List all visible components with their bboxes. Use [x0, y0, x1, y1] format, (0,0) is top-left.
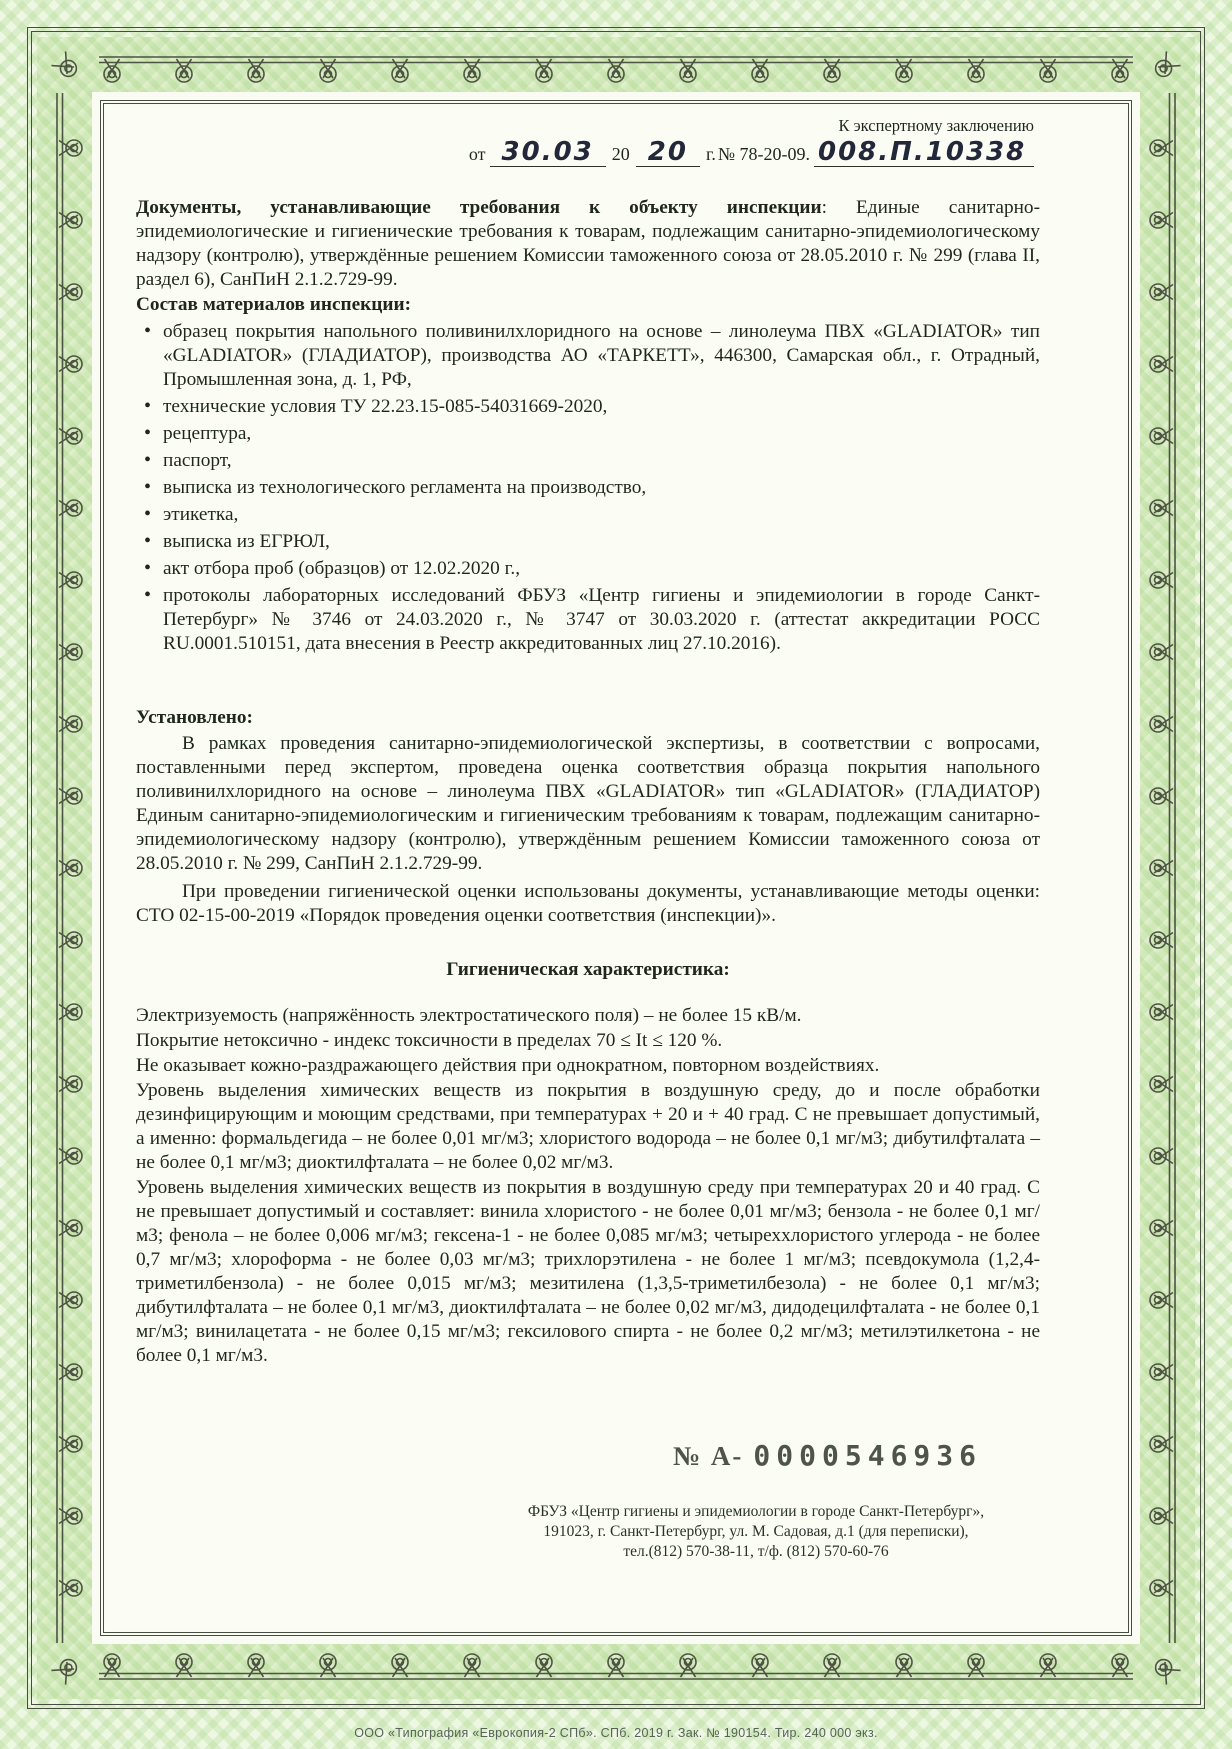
materials-list [136, 320, 1040, 656]
corner-knot-ornament [43, 1645, 91, 1693]
list-item: • этикетка, [136, 503, 1040, 527]
org-line: 191023, г. Санкт-Петербург, ул. М. Садовая, д.1 (для переписки), [543, 1523, 969, 1540]
list-item: • рецептура, [136, 422, 1040, 446]
established-paragraph-2: При проведении гигиенической оценки использованы документы, устанавливающие методы оценки: СТО 02-15-00-2019 «Порядок проведения оценки соответствия (инспекции)». [136, 881, 1040, 926]
year-prefix: 20 [611, 144, 630, 164]
list-item: • акт отбора проб (образцов) от 12.02.2020 г., [136, 557, 1040, 581]
established-heading: Установлено: [136, 707, 253, 728]
corner-knot-ornament [1141, 1645, 1189, 1693]
hygiene-section [136, 1004, 1040, 1368]
doc-number-blank [814, 137, 1034, 167]
requirements-paragraph [136, 196, 1040, 292]
corner-knot-ornament [43, 43, 91, 91]
serial-prefix: № А- [673, 1441, 744, 1471]
year-blank [636, 137, 700, 167]
hygiene-paragraph: Уровень выделения химических веществ из покрытия в воздушную среду, до и после обработки дезинфицирующим и моющим средствами, при температурах + 20 и + 40 град. С не превышает допустимый, а именно: формальдегида – не более 0,01 мг/м3; хлористого водорода – не более 0,1 мг/м3; дибутилфталата – не более 0,1 мг/м3; диоктилфталата – не более 0,02 мг/м3. [136, 1080, 1040, 1173]
serial-digits: 0000546936 [753, 1439, 982, 1472]
doc-number-label: № 78-20-09. [717, 144, 810, 164]
list-item: • протоколы лабораторных исследований ФБУЗ «Центр гигиены и эпидемиологии в городе Санкт-Петербург» № 3746 от 24.03.2020 г., № 3747 от 30.03.2020 г. (аттестат аккредитации РОСС RU.0001.510151, дата внесения в Реестр аккредитованных лиц 27.10.2016). [136, 584, 1040, 656]
requirements-text: : Единые санитарно-эпидемиологические и гигиенические требования к товарам, подлежащим санитарно-эпидемиологическому надзору (контролю), утверждённые решением Комиссии таможенного союза от 28.05.2010 г. № 299 (глава II, раздел 6), СанПиН 2.1.2.729-99. [136, 197, 1040, 290]
corner-knot-ornament [1141, 43, 1189, 91]
issuing-organization-block [486, 1502, 1026, 1562]
list-item: • выписка из ЕГРЮЛ, [136, 530, 1040, 554]
doc-number-handwritten: 008.П.10338 [818, 137, 1027, 167]
hygiene-heading: Гигиеническая характеристика: [446, 959, 730, 980]
date-blank [490, 137, 606, 167]
hygiene-paragraph: Электризуемость (напряжённость электростатического поля) – не более 15 кВ/м. [136, 1005, 802, 1026]
serial-number [136, 1439, 1040, 1472]
header-note: К экспертному заключению [838, 116, 1034, 135]
year-handwritten: 20 [647, 137, 688, 167]
hygiene-paragraph: Не оказывает кожно-раздражающего действия при однократном, повторном воздействиях. [136, 1055, 880, 1076]
list-item: • образец покрытия напольного поливинилхлоридного на основе – линолеума ПВХ «GLADIATOR» тип «GLADIATOR» (ГЛАДИАТОР), производства АО «ТАРКЕТТ», 446300, Самарская обл., г. Отрадный, Промышленная зона, д. 1, РФ, [136, 320, 1040, 392]
materials-heading: Состав материалов инспекции: [136, 294, 412, 315]
list-item: • технические условия ТУ 22.23.15-085-54031669-2020, [136, 395, 1040, 419]
document-body [108, 108, 1124, 1628]
date-handwritten: 30.03 [501, 137, 594, 167]
org-line: ФБУЗ «Центр гигиены и эпидемиологии в городе Санкт-Петербург», [527, 1503, 985, 1520]
hygiene-paragraph: Покрытие нетоксично - индекс токсичности в пределах 70 ≤ It ≤ 120 %. [136, 1030, 723, 1051]
list-item: • выписка из технологического регламента на производство, [136, 476, 1040, 500]
list-item: • паспорт, [136, 449, 1040, 473]
established-paragraph-1: В рамках проведения санитарно-эпидемиологической экспертизы, в соответствии с вопросами, поставленными перед экспертом, проведена оценка соответствия образца покрытия напольного поливинилхлоридного на основе – линолеума ПВХ «GLADIATOR» тип «GLADIATOR» (ГЛАДИАТОР) Единым санитарно-эпидемиологическим и гигиеническим требованиям к товарам, подлежащим санитарно-эпидемиологическому надзору (контролю), утверждённым решением Комиссии таможенного союза от 28.05.2010 г. № 299, СанПиН 2.1.2.729-99. [136, 733, 1040, 874]
hygiene-paragraph: Уровень выделения химических веществ из покрытия в воздушную среду при температурах 20 и 40 град. С не превышает допустимый и составляет: винила хлористого - не более 0,01 мг/м3; бензола - не более 0,1 мг/м3; фенола – не более 0,006 мг/м3; гексена-1 - не более 0,085 мг/м3; четыреххлористого углерода - не более 0,7 мг/м3; хлороформа - не более 0,03 мг/м3; трихлорэтилена - не более 1 мг/м3; псевдокумола (1,2,4-триметилбензола) - не более 0,015 мг/м3; мезитилена (1,3,5-триметилбезола) - не более 0,1 мг/м3; дибутилфталата – не более 0,1 мг/м3, диоктилфталата – не более 0,02 мг/м3, дидодецилфталата - не более 0,1 мг/м3; винилацетата - не более 0,15 мг/м3; гексилового спирта - не более 0,2 мг/м3; метилэтилкетона - не более 0,1 мг/м3. [136, 1177, 1040, 1366]
header-date-line [136, 137, 1040, 180]
date-from-label: от [468, 144, 486, 164]
org-line: тел.(812) 570-38-11, т/ф. (812) 570-60-76 [623, 1543, 889, 1560]
printing-house-line: ООО «Типография «Еврокопия-2 СПб». СПб. 2019 г. Зак. № 190154. Тир. 240 000 экз. [354, 1726, 878, 1740]
requirements-lead: Документы, устанавливающие требования к объекту инспекции [136, 197, 822, 218]
year-suffix: г. [705, 144, 716, 164]
